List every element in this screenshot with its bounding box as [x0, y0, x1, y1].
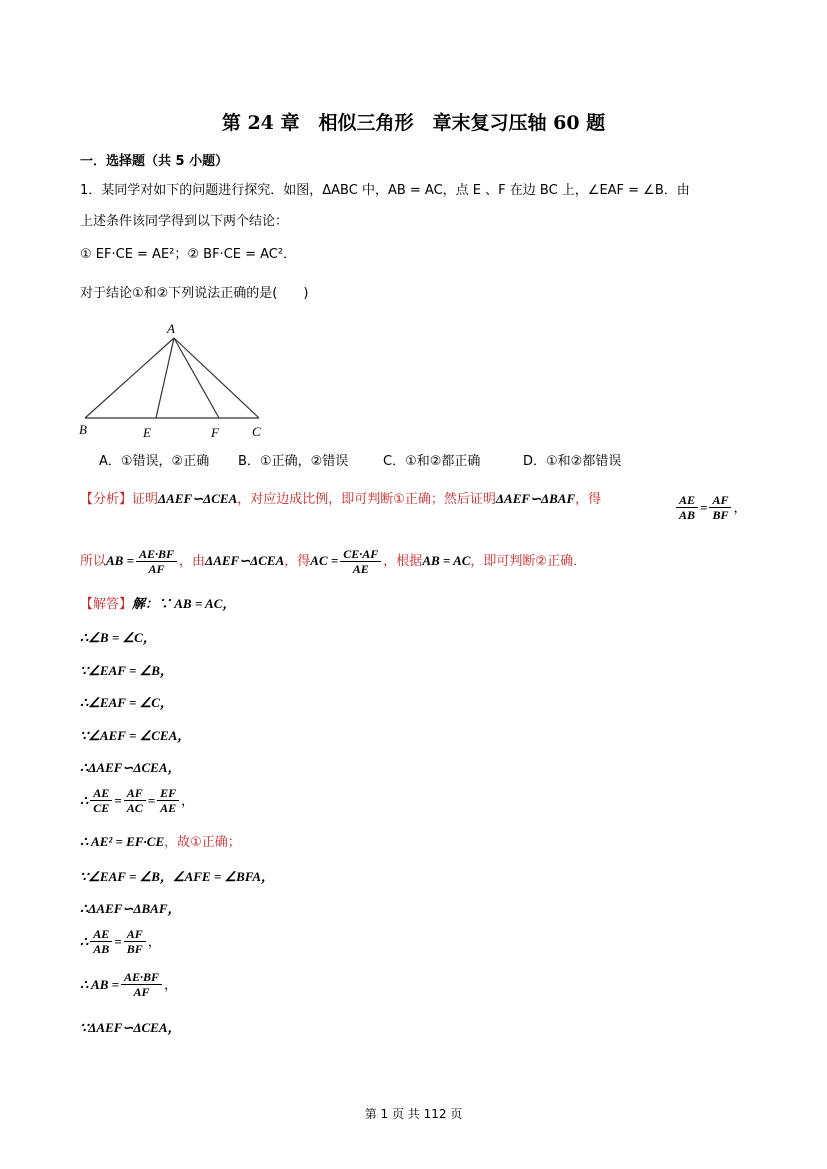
fraction: $\frac{AE\cdot BF}{AF}$ [121, 970, 162, 999]
fraction: $\frac{EF}{AE}$ [157, 786, 179, 815]
segment-ac [174, 338, 259, 418]
solution-line-4: ∵∠AEF = ∠CEA， [80, 728, 191, 743]
solution-line-0: 【解答】解：∵ AB = AC， [80, 596, 236, 612]
question-1-line-2: 上述条件该同学得到以下两个结论： [80, 214, 289, 229]
solution-line-9: ∴ΔAEF∽ΔBAF， [80, 901, 181, 916]
solution-label: 【解答】 [80, 597, 133, 612]
solution-line-10: ∴ $\frac{AE}{AB}$ = $\frac{AF}{BF}$ ， [80, 927, 161, 956]
fraction: $\frac{AE\cdot BF}{AF}$ [136, 547, 177, 576]
segment-af [174, 338, 219, 418]
label-e: E [143, 425, 151, 440]
solution-line-5: ∴ΔAEF∽ΔCEA， [80, 760, 181, 775]
fraction: $\frac{AF}{BF}$ [124, 927, 146, 956]
solution-line-11: ∴ AB = $\frac{AE\cdot BF}{AF}$ ， [80, 970, 178, 999]
analysis-label: 【分析】 [80, 492, 133, 507]
label-b: B [79, 422, 87, 437]
solution-line-3: ∴∠EAF = ∠C， [80, 695, 173, 710]
analysis-ratio: $\frac{AE}{AB}$ = $\frac{AF}{BF}$ ， [674, 493, 746, 522]
label-a: A [167, 321, 175, 336]
segment-ae [156, 338, 174, 418]
option-a: A．①错误，②正确 [99, 454, 210, 469]
fraction: $\frac{CE\cdot AF}{AE}$ [340, 547, 381, 576]
question-1-line-4: 对于结论①和②下列说法正确的是( ) [80, 286, 309, 301]
page-footer: 第 1 页 共 112 页 [364, 1107, 463, 1121]
solution-line-12: ∵ΔAEF∽ΔCEA， [80, 1020, 181, 1035]
solution-line-2: ∵∠EAF = ∠B， [80, 663, 173, 678]
option-d: D．①和②都错误 [523, 454, 622, 469]
fraction: $\frac{AE}{AB}$ [676, 493, 698, 522]
fraction: $\frac{AF}{AC}$ [124, 786, 146, 815]
question-1-line-3: ① EF·CE = AE²；② BF·CE = AC²． [80, 247, 297, 262]
fraction: $\frac{AE}{AB}$ [90, 927, 112, 956]
solution-line-1: ∴∠B = ∠C， [80, 630, 156, 645]
section-heading: 一．选择题（共 5 小题） [80, 154, 229, 169]
solution-line-6: ∴ $\frac{AE}{CE}$ = $\frac{AF}{AC}$ = $\frac{EF}{AE}$ ， [80, 786, 195, 815]
solution-line-8: ∵∠EAF = ∠B，∠AFE = ∠BFA， [80, 869, 274, 884]
label-c: C [252, 424, 261, 439]
analysis-line-1: 【分析】证明ΔAEF∽ΔCEA，对应边成比例，即可判断①正确；然后证明ΔAEF∽ΔBAF，得 [80, 491, 602, 507]
option-c: C．①和②都正确 [383, 454, 481, 469]
fraction: $\frac{AE}{CE}$ [90, 786, 112, 815]
option-b: B．①正确，②错误 [238, 454, 349, 469]
label-f: F [211, 425, 219, 440]
fraction: $\frac{AF}{BF}$ [709, 493, 731, 522]
triangle-figure [76, 318, 276, 442]
question-1-line-1: 1．某同学对如下的问题进行探究．如图，ΔABC 中，AB = AC，点 E 、F 在边 BC 上，∠EAF = ∠B．由 [80, 183, 690, 198]
analysis-line-2: 所以AB = $\frac{AE\cdot BF}{AF}$ ，由ΔAEF∽ΔCEA，得AC = $\frac{CE\cdot AF}{AE}$ ，根据AB = AC，即可判断②正确． [80, 547, 587, 576]
page-title: 第 24 章 相似三角形 章末复习压轴 60 题 [221, 112, 606, 134]
solution-line-7: ∴ AE² = EF·CE，故①正确； [80, 834, 241, 850]
segment-ab [85, 338, 174, 418]
